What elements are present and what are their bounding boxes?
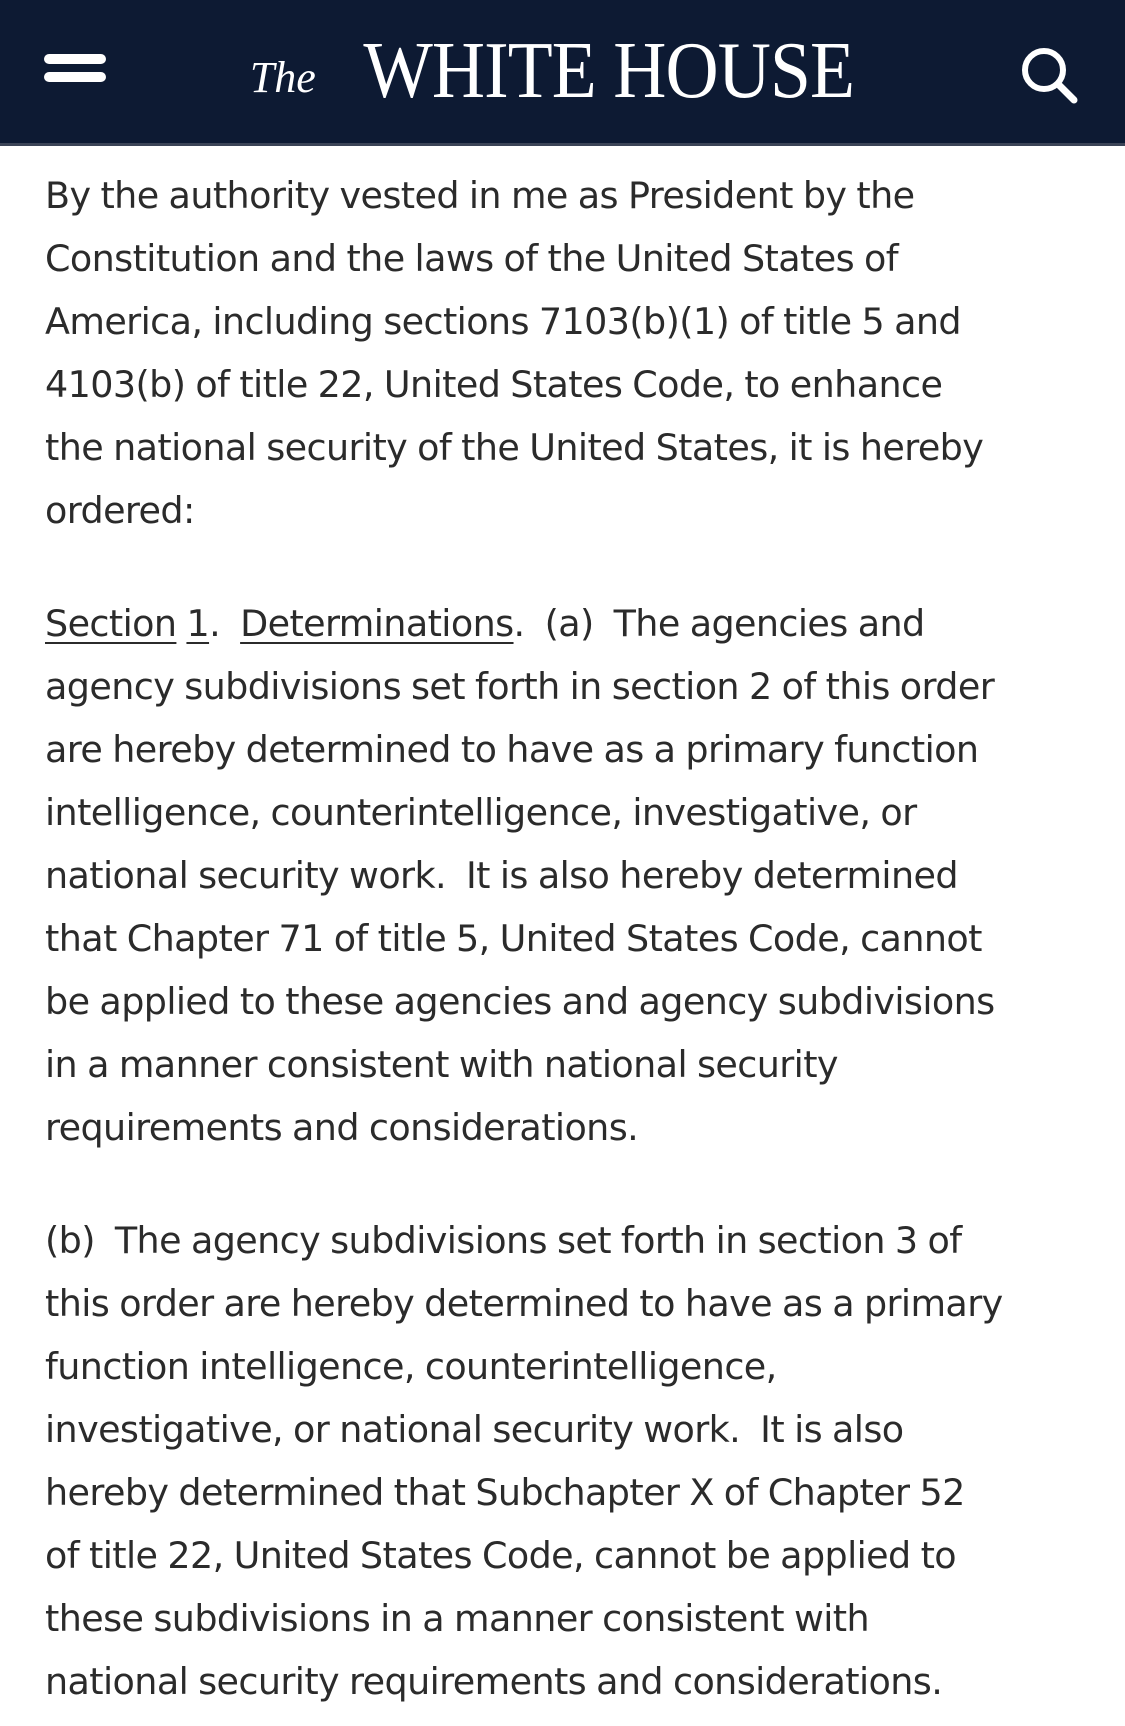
section-number: 1: [186, 602, 210, 645]
text-line: be applied to these agencies and agency subdivisions: [45, 980, 995, 1023]
text-line: requirements and considerations.: [45, 1106, 639, 1149]
text-line: intelligence, counterintelligence, investigative, or: [45, 791, 917, 834]
text-line: (b) The agency subdivisions set forth in section 3 of: [45, 1219, 962, 1262]
text-line: that Chapter 71 of title 5, United States Code, cannot: [45, 917, 982, 960]
document-body: [45, 164, 1095, 1713]
text-line: these subdivisions in a manner consistent with: [45, 1597, 870, 1640]
site-header: [0, 0, 1125, 146]
site-logo[interactable]: [0, 0, 1125, 143]
text-line: function intelligence, counterintelligence,: [45, 1345, 777, 1388]
section-1-line-rest: (a) The agencies and: [544, 602, 925, 645]
preamble-paragraph: [45, 164, 1095, 542]
paragraph-b: [45, 1209, 1095, 1713]
text-line: 4103(b) of title 22, United States Code, to enhance: [45, 363, 943, 406]
text-line: national security requirements and considerations.: [45, 1660, 943, 1703]
text-line: of title 22, United States Code, cannot be applied to: [45, 1534, 957, 1577]
section-label: Section: [45, 602, 177, 645]
text-line: hereby determined that Subchapter X of Chapter 52: [45, 1471, 965, 1514]
section-heading: Determinations: [240, 602, 514, 645]
search-icon[interactable]: [1018, 44, 1080, 106]
text-line: ordered:: [45, 489, 195, 532]
section-heading-suffix: .: [513, 602, 525, 645]
section-1-paragraph: [45, 592, 1095, 1159]
text-line: this order are hereby determined to have as a primary: [45, 1282, 1003, 1325]
text-line: America, including sections 7103(b)(1) of title 5 and: [45, 300, 961, 343]
brand-prefix: The: [249, 53, 316, 102]
text-line: By the authority vested in me as President by the: [45, 174, 915, 217]
section-1-first-line: [45, 592, 1095, 655]
brand-name: WHITE HOUSE: [363, 27, 854, 115]
text-line: in a manner consistent with national security: [45, 1043, 838, 1086]
text-line: national security work. It is also hereby determined: [45, 854, 958, 897]
text-line: Constitution and the laws of the United States of: [45, 237, 898, 280]
text-line: agency subdivisions set forth in section 2 of this order: [45, 665, 995, 708]
section-number-suffix: .: [209, 602, 221, 645]
text-line: investigative, or national security work. It is also: [45, 1408, 904, 1451]
text-line: the national security of the United States, it is hereby: [45, 426, 984, 469]
text-line: are hereby determined to have as a primary function: [45, 728, 979, 771]
